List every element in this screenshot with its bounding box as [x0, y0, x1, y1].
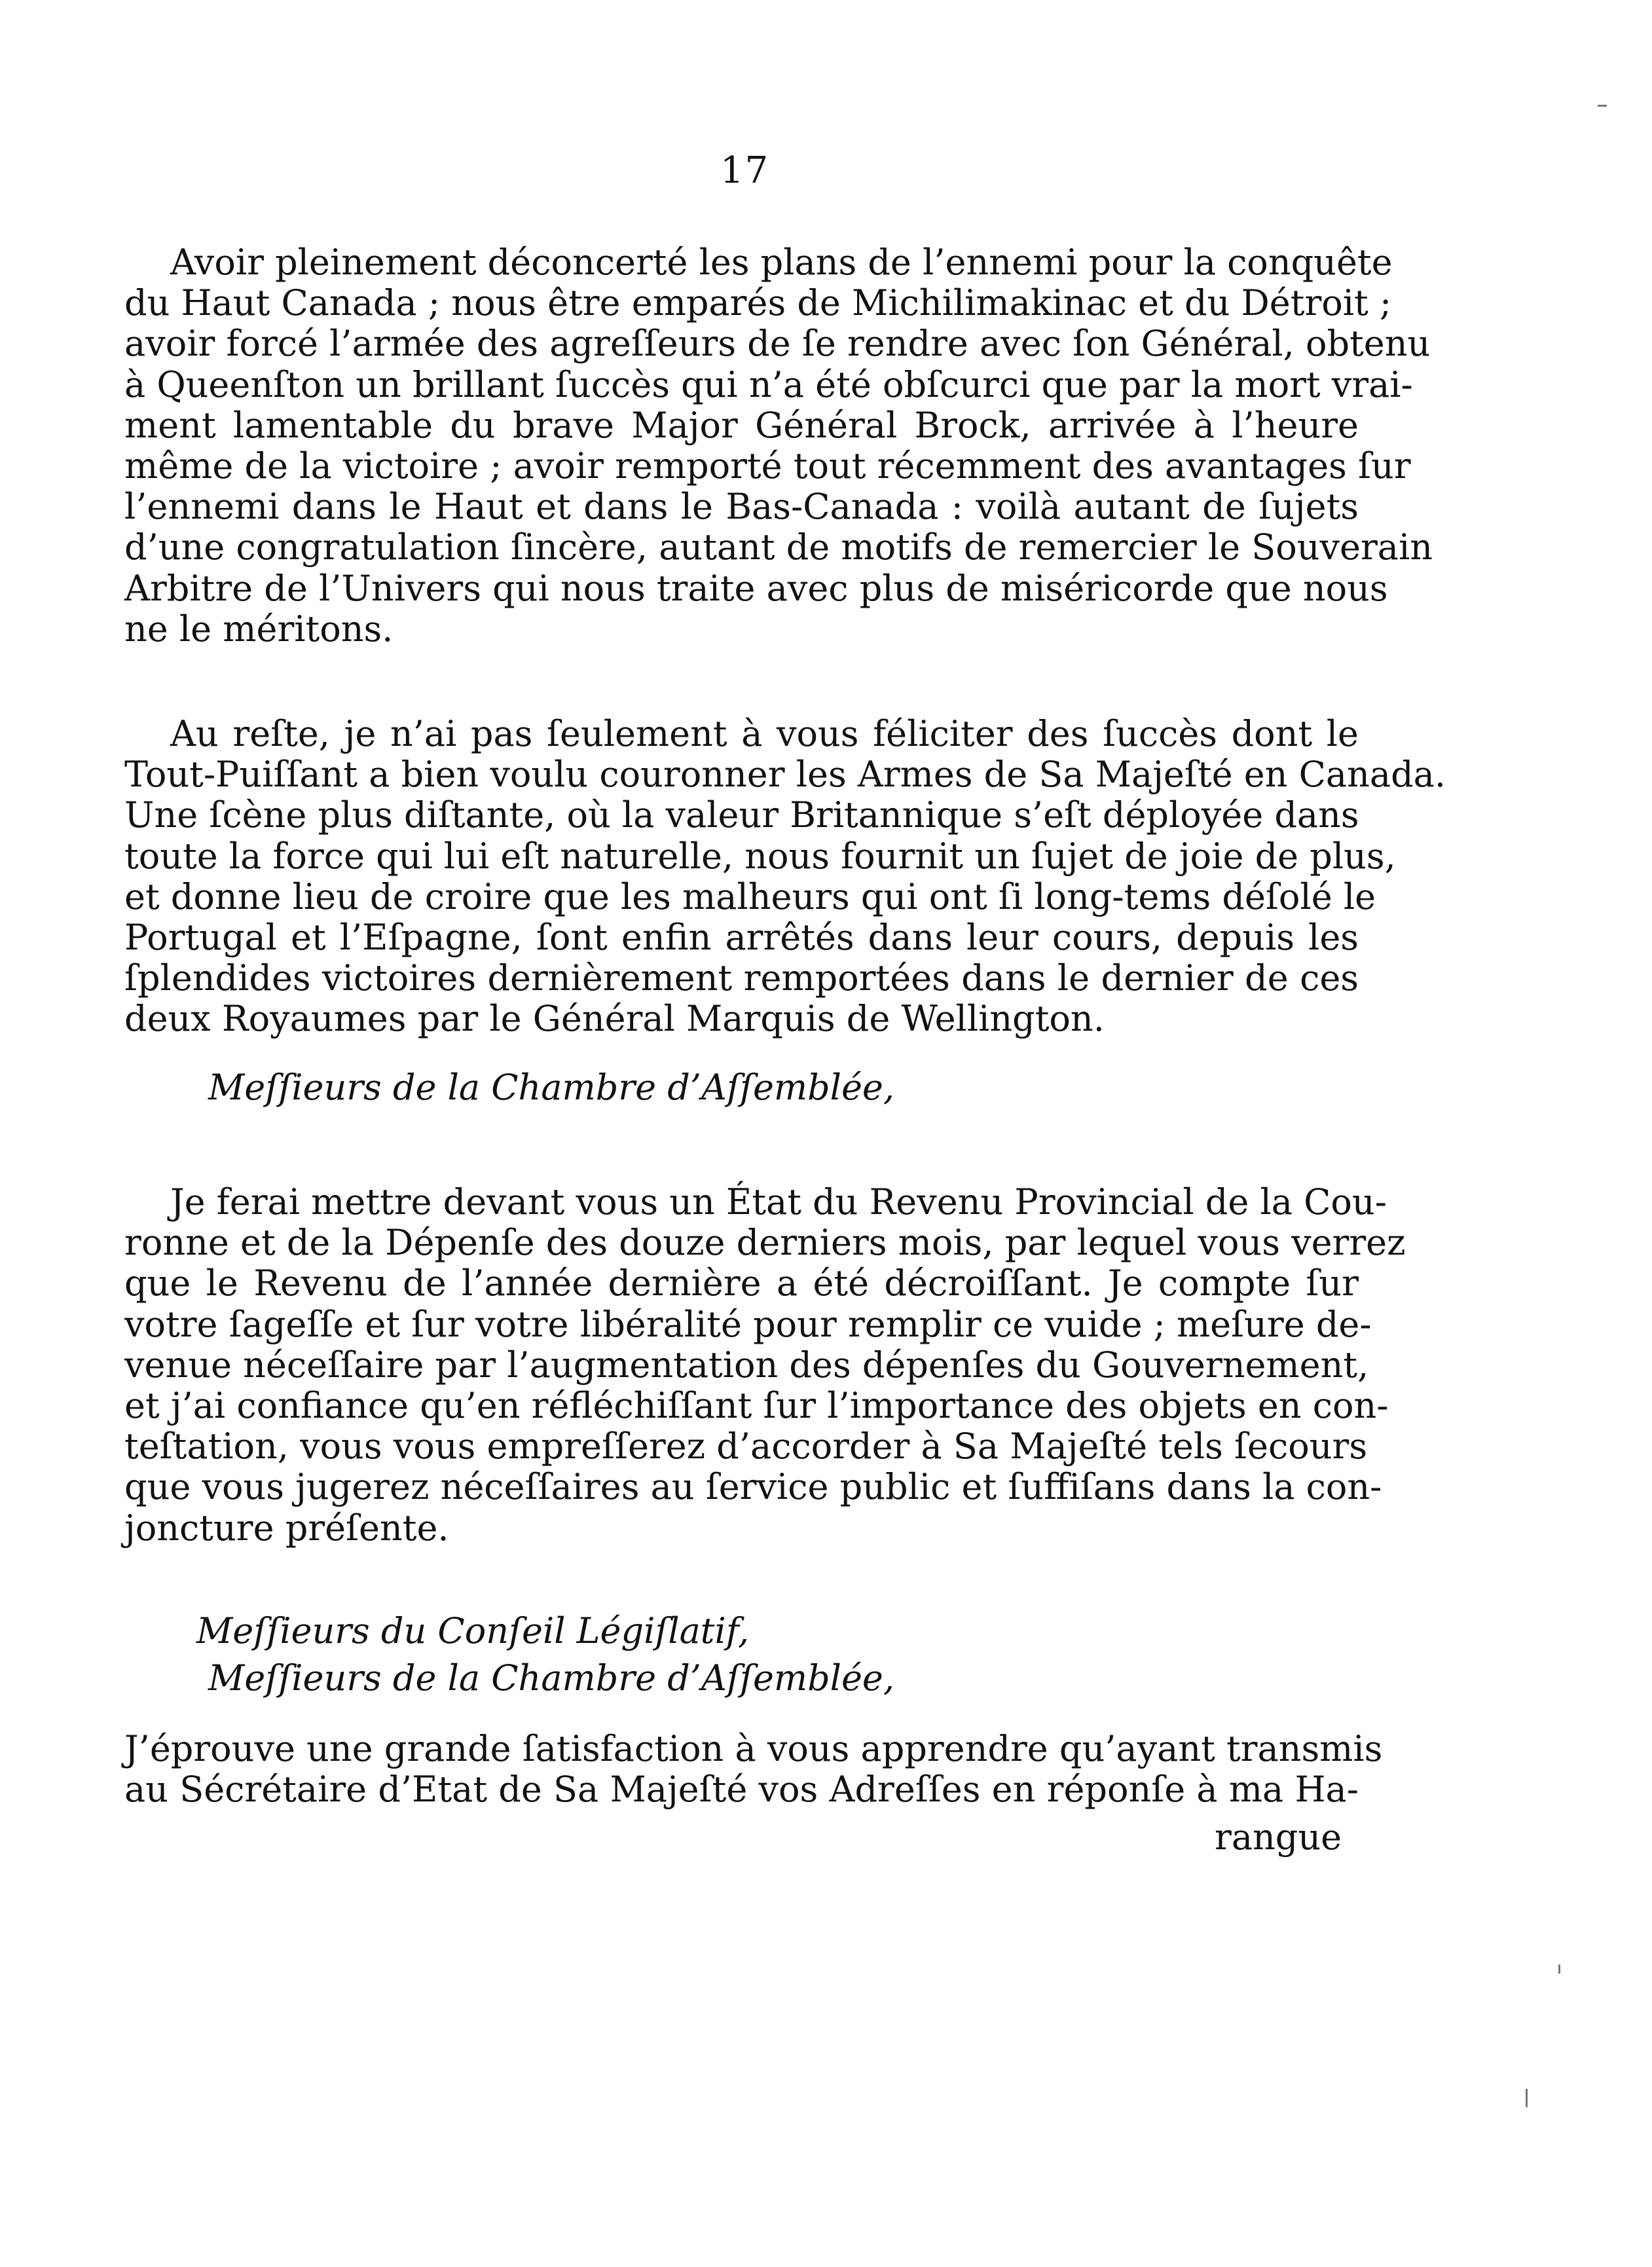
text-line: J’éprouve une grande ſatisfaction à vous apprendre qu’ayant transmis	[124, 1728, 1383, 1769]
text-line: Arbitre de l’Univers qui nous traite avec plus de miséricorde que nous	[124, 567, 1388, 609]
text-line: même de la victoire ; avoir remporté tout récemment des avantages ſur	[124, 445, 1411, 487]
text-line: ne le méritons.	[124, 608, 394, 650]
text-line: d’une congratulation ſincère, autant de motifs de remercier le Souverain	[124, 526, 1433, 568]
paper-speck	[1598, 105, 1607, 107]
paper-speck	[1526, 2089, 1528, 2107]
text-line: et donne lieu de croire que les malheurs qui ont ſi long-tems déſolé le	[124, 875, 1376, 917]
text-line: avoir forcé l’armée des agreſſeurs de ſe rendre avec ſon Général, obtenu	[124, 323, 1431, 365]
text-line: Une ſcène plus diſtante, où la valeur Britannique s’eſt déployée dans	[124, 794, 1359, 836]
text-line: votre ſageſſe et ſur votre libéralité pour remplir ce vuide ; meſure de-	[124, 1303, 1372, 1345]
text-line: toute la force qui lui eſt naturelle, nous fournit un ſujet de joie de plus,	[124, 835, 1396, 877]
text-line: que vous jugerez néceſſaires au ſervice public et ſuffiſans dans la con-	[124, 1466, 1382, 1508]
catchword: rangue	[1215, 1816, 1342, 1858]
text-line: teſtation, vous vous empreſſerez d’accorder à Sa Majeſté tels ſecours	[124, 1426, 1368, 1467]
section-heading-assembly-2: Meſſieurs de la Chambre d’Aſſemblée,	[208, 1657, 895, 1699]
text-line: l’ennemi dans le Haut et dans le Bas-Canada : voilà autant de ſujets	[124, 486, 1359, 528]
text-line: au Sécrétaire d’Etat de Sa Majeſté vos Adreſſes en réponſe à ma Ha-	[124, 1769, 1359, 1811]
text-line: Tout-Puiſſant a bien voulu couronner les Armes de Sa Majeſté en Canada.	[124, 754, 1446, 796]
section-heading-council: Meſſieurs du Conſeil Légiſlatif,	[196, 1610, 749, 1651]
text-line: deux Royaumes par le Général Marquis de Wellington.	[124, 998, 1105, 1040]
text-line: joncture préſente.	[124, 1507, 449, 1549]
section-heading-assembly: Meſſieurs de la Chambre d’Aſſemblée,	[208, 1067, 895, 1108]
text-line: ſplendides victoires dernièrement remportées dans le dernier de ces	[124, 957, 1359, 999]
text-line: Avoir pleinement déconcerté les plans de l’ennemi pour la conquête	[170, 242, 1393, 283]
paragraph-peninsula	[124, 713, 1446, 1040]
paragraph-addresses	[124, 1728, 1383, 1811]
text-line: ronne et de la Dépenſe des douze derniers mois, par lequel vous verrez	[124, 1222, 1406, 1264]
text-line: à Queenſton un brillant ſuccès qui n’a été obſcurci que par la mort vrai-	[124, 363, 1413, 405]
text-line: et j’ai confiance qu’en réfléchiſſant ſur l’importance des objets en con-	[124, 1385, 1389, 1427]
paper-speck	[1558, 1964, 1560, 1974]
text-line: Portugal et l’Eſpagne, ſont enfin arrêtés dans leur cours, depuis les	[124, 917, 1359, 959]
paragraph-revenue	[124, 1181, 1406, 1549]
page-number: 17	[720, 149, 770, 192]
text-line: Au reſte, je n’ai pas ſeulement à vous féliciter des ſuccès dont le	[170, 713, 1359, 754]
text-line: venue néceſſaire par l’augmentation des dépenſes du Gouvernement,	[124, 1344, 1369, 1386]
text-line: ment lamentable du brave Major Général Brock, arrivée à l’heure	[124, 404, 1359, 446]
text-line: Je ferai mettre devant vous un État du Revenu Provincial de la Cou-	[170, 1181, 1387, 1223]
text-line: du Haut Canada ; nous être emparés de Michilimakinac et du Détroit ;	[124, 282, 1392, 324]
text-line: que le Revenu de l’année dernière a été décroiſſant. Je compte ſur	[124, 1263, 1359, 1304]
paragraph-victories	[124, 242, 1433, 650]
